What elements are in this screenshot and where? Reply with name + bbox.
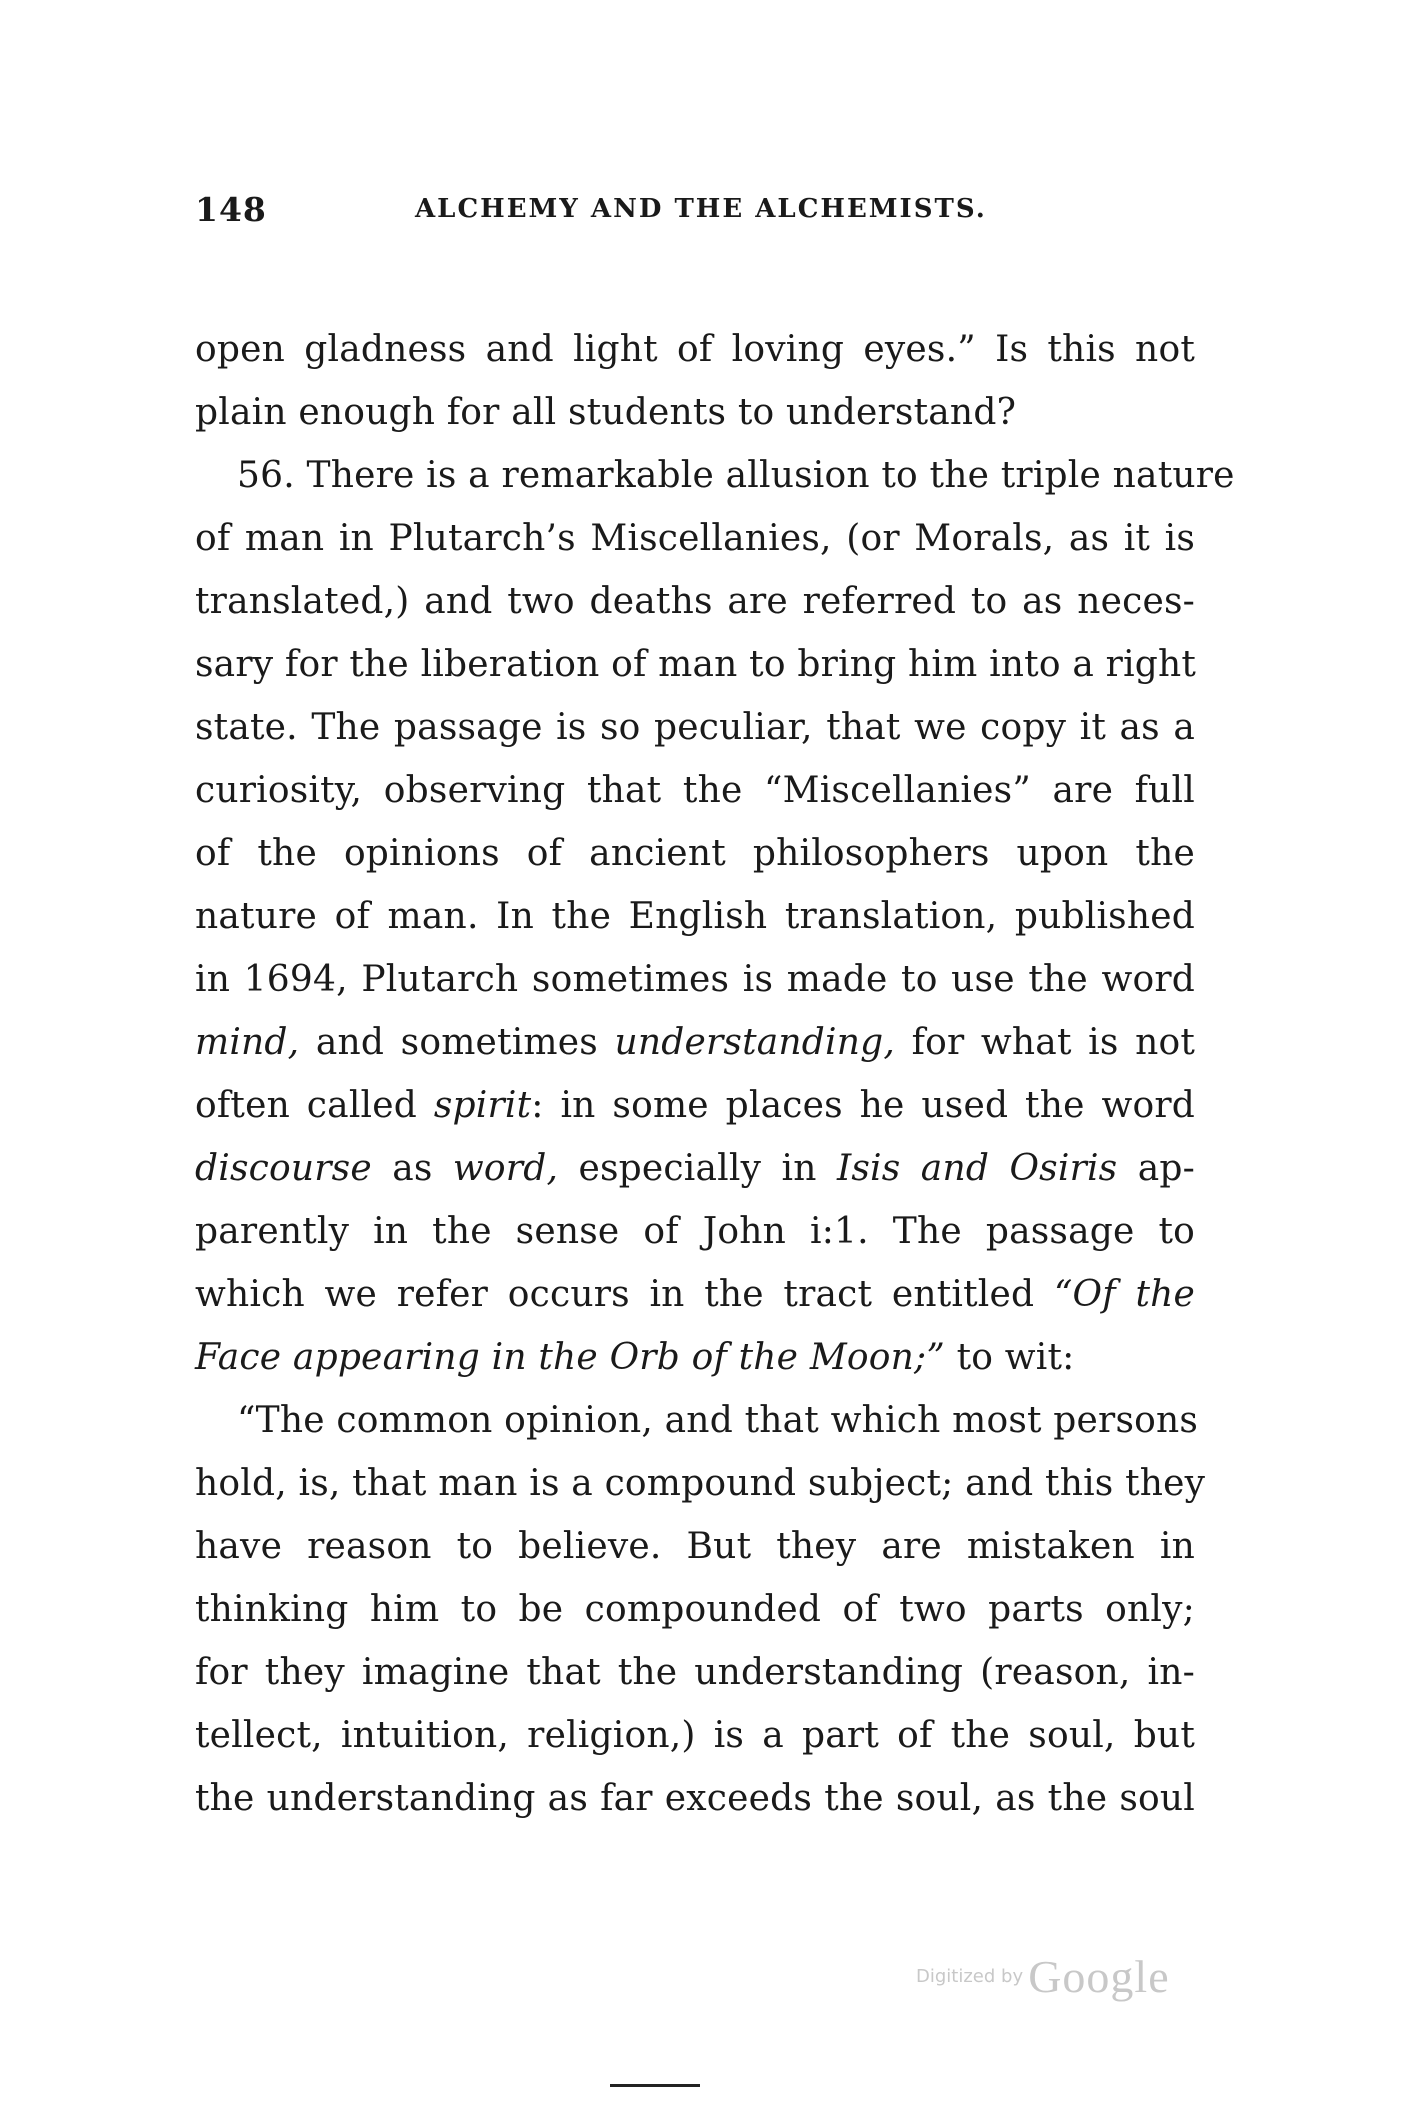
text-run: which we refer occurs in the tract entitled: [195, 1274, 1054, 1315]
text-run: sary for the liberation of man to bring him into a right: [195, 644, 1197, 685]
footer-rule: [610, 2084, 700, 2087]
text-line: [195, 1137, 1195, 1200]
text-line: [195, 633, 1195, 696]
text-line: [195, 1641, 1195, 1704]
text-run: often called: [195, 1085, 434, 1126]
text-run: the understanding as far exceeds the soul, as the soul: [195, 1778, 1195, 1819]
text-line: [195, 885, 1195, 948]
text-run: plain enough for all students to understand?: [195, 392, 1017, 433]
italic-text: word,: [452, 1148, 559, 1189]
italic-text: Isis and Osiris: [836, 1148, 1118, 1189]
italic-text: understanding,: [614, 1022, 896, 1063]
text-line: [195, 1326, 1195, 1389]
text-run: hold, is, that man is a compound subject; and this they: [195, 1463, 1206, 1504]
text-run: nature of man. In the English translation, published: [195, 896, 1195, 937]
italic-text: “Of the: [1053, 1274, 1195, 1315]
text-run: parently in the sense of John i:1. The passage to: [195, 1211, 1195, 1252]
text-line: [195, 1578, 1195, 1641]
body-text: [195, 318, 1235, 1830]
text-run: of the opinions of ancient philosophers upon the: [195, 833, 1195, 874]
text-run: “The common opinion, and that which most persons: [237, 1400, 1199, 1441]
text-run: curiosity, observing that the “Miscellanies” are full: [195, 770, 1195, 811]
text-run: state. The passage is so peculiar, that we copy it as a: [195, 707, 1195, 748]
italic-text: spirit: [433, 1085, 532, 1126]
text-run: translated,) and two deaths are referred to as neces-: [195, 581, 1195, 622]
page-number: 148: [195, 190, 267, 229]
text-run: for what is not: [895, 1022, 1195, 1063]
text-run: in 1694, Plutarch sometimes is made to use the word: [195, 959, 1195, 1000]
text-line: [195, 1200, 1195, 1263]
text-line: [195, 1767, 1195, 1830]
digitization-watermark: [916, 1950, 1170, 2003]
text-line: [195, 1452, 1206, 1515]
text-line: [195, 759, 1195, 822]
text-line: [195, 1704, 1195, 1767]
text-line: [195, 696, 1195, 759]
italic-text: mind,: [195, 1022, 300, 1063]
text-run: for they imagine that the understanding (reason, in-: [195, 1652, 1195, 1693]
text-run: ap-: [1117, 1148, 1196, 1189]
text-run: 56. There is a remarkable allusion to the triple nature: [237, 455, 1235, 496]
text-run: tellect, intuition, religion,) is a part of the soul, but: [195, 1715, 1195, 1756]
italic-text: discourse: [195, 1148, 372, 1189]
text-line: [195, 444, 1235, 507]
text-run: : in some places he used the word: [531, 1085, 1195, 1126]
text-run: especially in: [558, 1148, 837, 1189]
text-run: to wit:: [944, 1337, 1075, 1378]
text-run: as: [371, 1148, 453, 1189]
text-line: [195, 318, 1195, 381]
italic-text: Face appearing in the Orb of the Moon;”: [195, 1337, 945, 1378]
watermark-prefix: Digitized by: [916, 1966, 1024, 1987]
text-line: [195, 1515, 1195, 1578]
text-line: [195, 381, 1195, 444]
text-line: [195, 1263, 1195, 1326]
text-run: thinking him to be compounded of two parts only;: [195, 1589, 1195, 1630]
text-line: [195, 822, 1195, 885]
text-line: [195, 507, 1195, 570]
text-run: open gladness and light of loving eyes.” Is this not: [195, 329, 1195, 370]
text-line: [195, 570, 1195, 633]
page-header: [195, 190, 1195, 240]
text-line: [195, 1074, 1195, 1137]
running-title: ALCHEMY AND THE ALCHEMISTS.: [415, 194, 987, 224]
text-line: [195, 1011, 1195, 1074]
text-run: have reason to believe. But they are mistaken in: [195, 1526, 1195, 1567]
text-run: of man in Plutarch’s Miscellanies, (or Morals, as it is: [195, 518, 1195, 559]
text-line: [195, 1389, 1199, 1452]
google-logo: Google: [1028, 1951, 1170, 2002]
text-run: and sometimes: [299, 1022, 615, 1063]
text-line: [195, 948, 1195, 1011]
